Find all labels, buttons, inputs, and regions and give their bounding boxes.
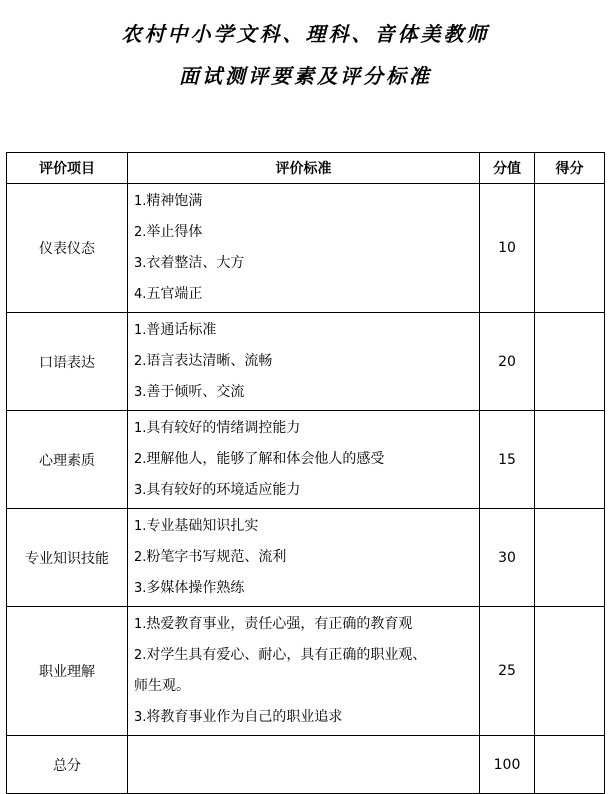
row-points-blank[interactable] bbox=[535, 411, 605, 509]
criterion-text: 五官端正 bbox=[146, 286, 203, 302]
row-criteria bbox=[128, 607, 480, 736]
criterion-text: 具有较好的情绪调控能力 bbox=[146, 420, 301, 436]
criterion-number: 2. bbox=[134, 354, 147, 369]
table-row bbox=[7, 607, 605, 736]
criterion-text: 举止得体 bbox=[146, 224, 203, 240]
criterion-text: 语言表达清晰、流畅 bbox=[146, 353, 273, 369]
row-score: 100 bbox=[480, 736, 535, 794]
criterion-text: 衣着整洁、大方 bbox=[146, 255, 245, 271]
criterion-line bbox=[134, 702, 479, 733]
criterion-text: 师生观。 bbox=[134, 678, 190, 694]
row-points-blank[interactable] bbox=[535, 509, 605, 607]
document-title-line-2: 面试测评要素及评分标准 bbox=[179, 64, 432, 88]
criterion-text: 精神饱满 bbox=[146, 193, 203, 209]
criterion-number: 3. bbox=[134, 581, 147, 596]
criterion-line bbox=[134, 609, 479, 640]
table-row bbox=[7, 509, 605, 607]
row-criteria bbox=[128, 184, 480, 313]
criterion-line bbox=[134, 542, 479, 573]
row-criteria bbox=[128, 509, 480, 607]
header-points: 得分 bbox=[535, 153, 605, 184]
criterion-line bbox=[134, 279, 479, 310]
criterion-number: 1. bbox=[134, 194, 147, 209]
criterion-number: 3. bbox=[134, 385, 147, 400]
table-row bbox=[7, 736, 605, 794]
criterion-line bbox=[134, 413, 479, 444]
row-criteria bbox=[128, 736, 480, 794]
row-item-name: 职业理解 bbox=[7, 607, 128, 736]
row-item-name: 口语表达 bbox=[7, 313, 128, 411]
criterion-line bbox=[134, 248, 479, 279]
criterion-line bbox=[134, 475, 479, 506]
criterion-line bbox=[134, 186, 479, 217]
row-points-blank[interactable] bbox=[535, 607, 605, 736]
table-row bbox=[7, 411, 605, 509]
criterion-number: 2. bbox=[134, 550, 147, 565]
criterion-number: 2. bbox=[134, 648, 147, 663]
header-score: 分值 bbox=[480, 153, 535, 184]
row-item-name: 总分 bbox=[7, 736, 128, 794]
row-score: 25 bbox=[480, 607, 535, 736]
criterion-text: 善于倾听、交流 bbox=[146, 384, 245, 400]
criterion-text: 具有较好的环境适应能力 bbox=[146, 482, 301, 498]
row-item-name: 专业知识技能 bbox=[7, 509, 128, 607]
row-item-name: 心理素质 bbox=[7, 411, 128, 509]
criterion-number: 1. bbox=[134, 617, 147, 632]
criterion-number: 1. bbox=[134, 519, 147, 534]
criterion-line bbox=[134, 671, 479, 702]
scoring-table bbox=[6, 152, 605, 794]
row-score: 30 bbox=[480, 509, 535, 607]
criterion-text: 多媒体操作熟练 bbox=[146, 580, 245, 596]
row-item-name: 仪表仪态 bbox=[7, 184, 128, 313]
table-row bbox=[7, 313, 605, 411]
criterion-number: 4. bbox=[134, 287, 147, 302]
row-criteria bbox=[128, 411, 480, 509]
criterion-number: 2. bbox=[134, 225, 147, 240]
criterion-number: 3. bbox=[134, 483, 147, 498]
criterion-number: 3. bbox=[134, 710, 147, 725]
criterion-text: 理解他人，能够了解和体会他人的感受 bbox=[146, 451, 385, 467]
row-points-blank[interactable] bbox=[535, 184, 605, 313]
criterion-text: 普通话标准 bbox=[146, 322, 217, 338]
criterion-number: 1. bbox=[134, 421, 147, 436]
table-header-row bbox=[7, 153, 605, 184]
row-score: 10 bbox=[480, 184, 535, 313]
criterion-line bbox=[134, 444, 479, 475]
criterion-text: 热爱教育事业，责任心强，有正确的教育观 bbox=[146, 616, 413, 632]
criterion-line bbox=[134, 315, 479, 346]
criterion-number: 2. bbox=[134, 452, 147, 467]
header-item: 评价项目 bbox=[7, 153, 128, 184]
criterion-number: 1. bbox=[134, 323, 147, 338]
criterion-text: 将教育事业作为自己的职业追求 bbox=[146, 709, 343, 725]
table-row bbox=[7, 184, 605, 313]
criterion-line bbox=[134, 217, 479, 248]
header-criteria: 评价标准 bbox=[128, 153, 480, 184]
row-points-blank[interactable] bbox=[535, 313, 605, 411]
row-criteria bbox=[128, 313, 480, 411]
criterion-text: 对学生具有爱心、耐心，具有正确的职业观、 bbox=[146, 647, 427, 663]
document-title-line-1: 农村中小学文科、理科、音体美教师 bbox=[121, 22, 490, 46]
criterion-line bbox=[134, 511, 479, 542]
criterion-line bbox=[134, 640, 479, 671]
criterion-line bbox=[134, 377, 479, 408]
criterion-line bbox=[134, 346, 479, 377]
row-score: 20 bbox=[480, 313, 535, 411]
criterion-text: 粉笔字书写规范、流利 bbox=[146, 549, 287, 565]
criterion-line bbox=[134, 573, 479, 604]
row-points-blank[interactable] bbox=[535, 736, 605, 794]
criterion-text: 专业基础知识扎实 bbox=[146, 518, 259, 534]
row-score: 15 bbox=[480, 411, 535, 509]
criterion-number: 3. bbox=[134, 256, 147, 271]
